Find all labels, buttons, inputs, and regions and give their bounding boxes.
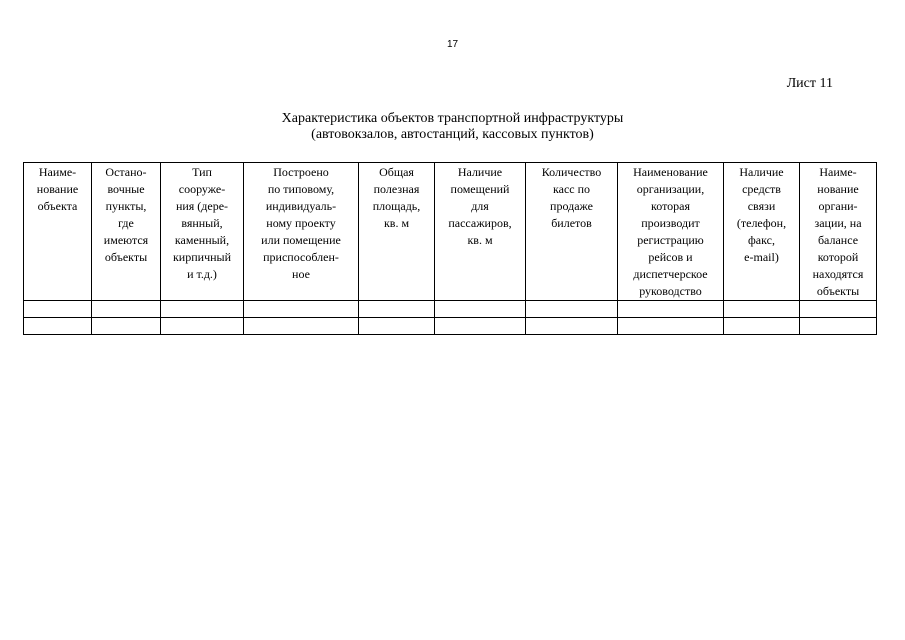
column-header-label: Наименование организации, которая производит регистрацию рейсов и диспетчерское руководство <box>633 165 708 298</box>
table-cell <box>724 318 800 335</box>
table-cell <box>24 301 92 318</box>
table-cell <box>800 318 877 335</box>
table-cell <box>800 301 877 318</box>
table-cell <box>244 318 359 335</box>
title-line-1: Характеристика объектов транспортной инфраструктуры <box>281 111 624 126</box>
column-header-label: Общая полезная площадь, кв. м <box>372 165 421 230</box>
column-header <box>724 163 800 301</box>
column-header-label: Наличие средств связи (телефон, факс, e-mail) <box>736 165 787 264</box>
column-header <box>161 163 244 301</box>
column-header <box>435 163 526 301</box>
table-cell <box>618 318 724 335</box>
table-cell <box>359 318 435 335</box>
column-header-label: Наличие помещений для пассажиров, кв. м <box>448 165 512 247</box>
column-header <box>24 163 92 301</box>
column-header-label: Наиме- нование объекта <box>36 165 79 213</box>
title-line-2: (автовокзалов, автостанций, кассовых пунктов) <box>311 127 594 142</box>
document-title <box>0 111 905 143</box>
column-header <box>526 163 618 301</box>
column-header <box>618 163 724 301</box>
column-header <box>244 163 359 301</box>
table-cell <box>161 301 244 318</box>
page-number: 17 <box>446 39 459 50</box>
table-cell <box>435 301 526 318</box>
table-cell <box>618 301 724 318</box>
table-cell <box>359 301 435 318</box>
table-cell <box>24 318 92 335</box>
table-cell <box>724 301 800 318</box>
column-header <box>359 163 435 301</box>
column-header-label: Количество касс по продаже билетов <box>541 165 602 230</box>
table-cell <box>526 318 618 335</box>
table-cell <box>161 318 244 335</box>
infrastructure-table <box>23 162 877 335</box>
column-header-label: Тип сооруже- ния (дере- вянный, каменный, кирпичный и т.д.) <box>172 165 232 281</box>
table-row <box>24 318 877 335</box>
table-cell <box>92 318 161 335</box>
column-header-label: Наиме- нование органи- зации, на балансе которой находятся объекты <box>812 165 864 298</box>
column-header-label: Остано- вочные пункты, где имеются объекты <box>103 165 149 264</box>
column-header <box>800 163 877 301</box>
column-header <box>92 163 161 301</box>
table-header-row <box>24 163 877 301</box>
column-header-label: Построено по типовому, индивидуаль- ному проекту или помещение приспособлен- ное <box>261 165 341 281</box>
table-cell <box>92 301 161 318</box>
sheet-label: Лист 11 <box>786 76 833 91</box>
table-row <box>24 301 877 318</box>
table-cell <box>435 318 526 335</box>
table-cell <box>526 301 618 318</box>
table-cell <box>244 301 359 318</box>
